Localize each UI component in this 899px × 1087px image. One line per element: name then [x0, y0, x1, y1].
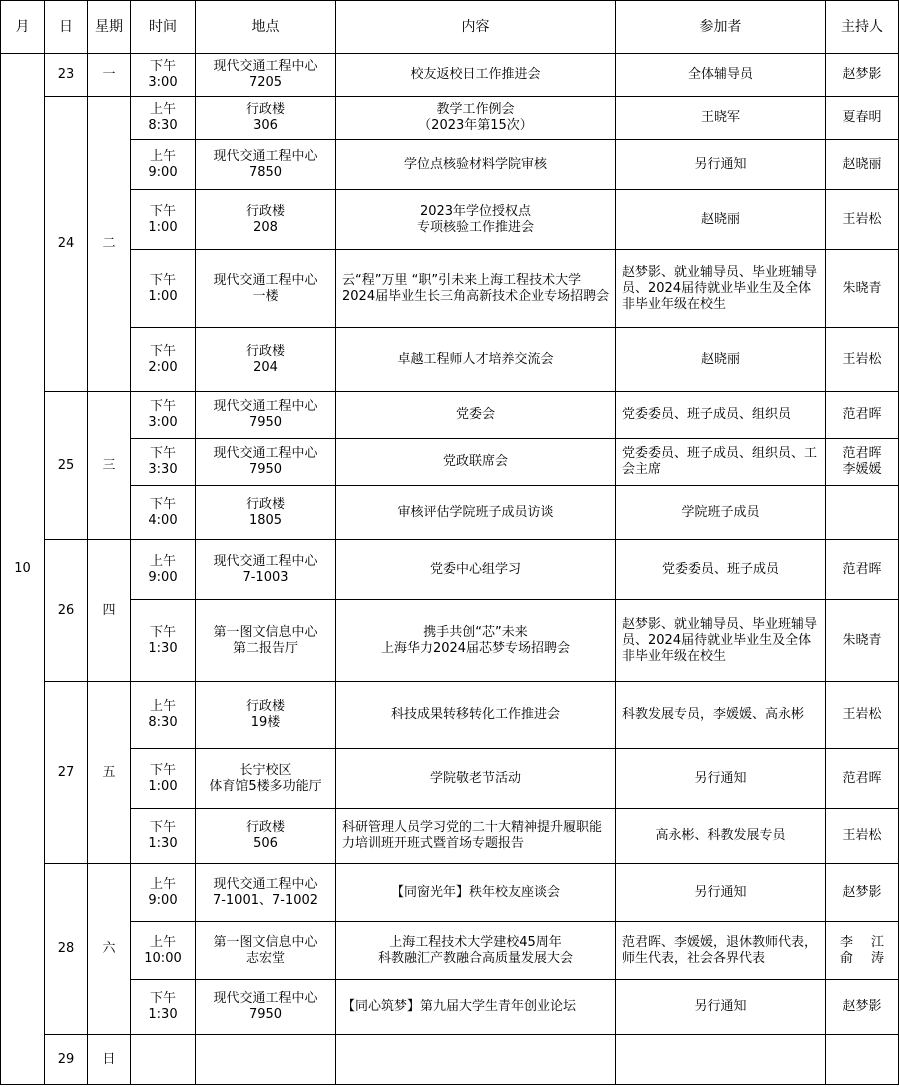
table-row: [1, 1035, 899, 1085]
header-host: 主持人: [826, 1, 899, 54]
place-cell: 第一图文信息中心 第二报告厅: [196, 600, 336, 682]
table-row: [1, 439, 899, 486]
weekday-cell: 五: [88, 682, 131, 864]
place-cell: 现代交通工程中心 7-1003: [196, 540, 336, 600]
table-row: [1, 749, 899, 809]
table-row: [1, 809, 899, 864]
weekday-cell: 六: [88, 864, 131, 1035]
weekday-cell: 二: [88, 97, 131, 392]
place-cell: 行政楼 208: [196, 190, 336, 250]
host-cell: 夏春明: [826, 97, 899, 140]
host-cell: 王岩松: [826, 328, 899, 392]
host-cell: 王岩松: [826, 682, 899, 749]
time-cell: 下午 1:00: [131, 749, 196, 809]
table-row: [1, 540, 899, 600]
table-row: [1, 250, 899, 328]
header-place: 地点: [196, 1, 336, 54]
weekday-cell: 四: [88, 540, 131, 682]
time-cell: 上午 8:30: [131, 97, 196, 140]
time-cell: 下午 1:00: [131, 190, 196, 250]
host-cell: 范君晖: [826, 540, 899, 600]
place-cell: 现代交通工程中心 7850: [196, 140, 336, 190]
content-cell: 党委会: [336, 392, 616, 439]
participants-cell: 全体辅导员: [616, 54, 826, 97]
participants-cell: 科教发展专员，李媛媛、高永彬: [616, 682, 826, 749]
table-row: [1, 190, 899, 250]
host-cell: [826, 1035, 899, 1085]
content-cell: 党委中心组学习: [336, 540, 616, 600]
weekday-cell: 三: [88, 392, 131, 540]
time-cell: 下午 4:00: [131, 486, 196, 540]
host-cell: 赵晓丽: [826, 140, 899, 190]
host-cell: 朱晓青: [826, 250, 899, 328]
content-cell: 党政联席会: [336, 439, 616, 486]
time-cell: 下午 3:00: [131, 392, 196, 439]
content-cell: 审核评估学院班子成员访谈: [336, 486, 616, 540]
time-cell: 上午 9:00: [131, 864, 196, 922]
table-row: [1, 97, 899, 140]
content-cell: 卓越工程师人才培养交流会: [336, 328, 616, 392]
table-row: [1, 140, 899, 190]
participants-cell: 范君晖、李媛媛，退休教师代表，师生代表，社会各界代表: [616, 922, 826, 980]
content-cell: 学位点核验材料学院审核: [336, 140, 616, 190]
host-cell: 王岩松: [826, 190, 899, 250]
table-row: [1, 980, 899, 1035]
host-cell: [826, 486, 899, 540]
header-content: 内容: [336, 1, 616, 54]
place-cell: 现代交通工程中心 7950: [196, 392, 336, 439]
content-cell: 2023年学位授权点 专项核验工作推进会: [336, 190, 616, 250]
content-cell: 【同窗光年】秩年校友座谈会: [336, 864, 616, 922]
header-day: 日: [45, 1, 88, 54]
table-row: [1, 864, 899, 922]
participants-cell: 赵梦影、就业辅导员、毕业班辅导员、2024届待就业毕业生及全体非毕业年级在校生: [616, 600, 826, 682]
participants-cell: 王晓军: [616, 97, 826, 140]
day-cell: 28: [45, 864, 88, 1035]
place-cell: 行政楼 506: [196, 809, 336, 864]
host-cell: 范君晖 李媛媛: [826, 439, 899, 486]
participants-cell: 党委委员、班子成员、组织员、工会主席: [616, 439, 826, 486]
day-cell: 23: [45, 54, 88, 97]
weekday-cell: 一: [88, 54, 131, 97]
content-cell: 云“程”万里 “职”引未来上海工程技术大学2024届毕业生长三角高新技术企业专场招聘会: [336, 250, 616, 328]
place-cell: 行政楼 204: [196, 328, 336, 392]
place-cell: 行政楼 306: [196, 97, 336, 140]
time-cell: 上午 8:30: [131, 682, 196, 749]
table-row: [1, 486, 899, 540]
day-cell: 24: [45, 97, 88, 392]
month-cell: 10: [1, 54, 45, 1085]
time-cell: 上午 9:00: [131, 140, 196, 190]
header-participants: 参加者: [616, 1, 826, 54]
host-cell: 范君晖: [826, 749, 899, 809]
place-cell: [196, 1035, 336, 1085]
host-cell: 范君晖: [826, 392, 899, 439]
content-cell: 科技成果转移转化工作推进会: [336, 682, 616, 749]
day-cell: 25: [45, 392, 88, 540]
time-cell: 下午 3:30: [131, 439, 196, 486]
table-row: [1, 600, 899, 682]
participants-cell: 另行通知: [616, 864, 826, 922]
participants-cell: 另行通知: [616, 140, 826, 190]
table-row: [1, 328, 899, 392]
time-cell: 下午 1:00: [131, 250, 196, 328]
time-cell: 下午 2:00: [131, 328, 196, 392]
place-cell: 现代交通工程中心 7950: [196, 439, 336, 486]
host-cell: 赵梦影: [826, 864, 899, 922]
header-weekday: 星期: [88, 1, 131, 54]
content-cell: 【同心筑梦】第九届大学生青年创业论坛: [336, 980, 616, 1035]
day-cell: 29: [45, 1035, 88, 1085]
place-cell: 现代交通工程中心 一楼: [196, 250, 336, 328]
place-cell: 长宁校区 体育馆5楼多功能厅: [196, 749, 336, 809]
day-cell: 27: [45, 682, 88, 864]
header-month: 月: [1, 1, 45, 54]
content-cell: 科研管理人员学习党的二十大精神提升履职能力培训班开班式暨首场专题报告: [336, 809, 616, 864]
participants-cell: 赵晓丽: [616, 190, 826, 250]
header-row: [1, 1, 899, 54]
host-cell: 朱晓青: [826, 600, 899, 682]
weekday-cell: 日: [88, 1035, 131, 1085]
participants-cell: [616, 1035, 826, 1085]
host-cell: [826, 922, 899, 980]
time-cell: 上午 10:00: [131, 922, 196, 980]
table-row: [1, 682, 899, 749]
content-cell: 学院敬老节活动: [336, 749, 616, 809]
place-cell: 现代交通工程中心 7205: [196, 54, 336, 97]
place-cell: 现代交通工程中心 7950: [196, 980, 336, 1035]
place-cell: 行政楼 19楼: [196, 682, 336, 749]
time-cell: 下午 1:30: [131, 600, 196, 682]
host-cell: 赵梦影: [826, 54, 899, 97]
host-line: 俞 涛: [840, 950, 884, 966]
participants-cell: 学院班子成员: [616, 486, 826, 540]
time-cell: 下午 1:30: [131, 980, 196, 1035]
content-cell: 教学工作例会 （2023年第15次）: [336, 97, 616, 140]
day-cell: 26: [45, 540, 88, 682]
participants-cell: 党委委员、班子成员: [616, 540, 826, 600]
time-cell: [131, 1035, 196, 1085]
header-time: 时间: [131, 1, 196, 54]
host-cell: 王岩松: [826, 809, 899, 864]
content-cell: 上海工程技术大学建校45周年 科教融汇产教融合高质量发展大会: [336, 922, 616, 980]
participants-cell: 赵梦影、就业辅导员、毕业班辅导员、2024届待就业毕业生及全体非毕业年级在校生: [616, 250, 826, 328]
table-row: [1, 922, 899, 980]
place-cell: 第一图文信息中心 志宏堂: [196, 922, 336, 980]
participants-cell: 党委委员、班子成员、组织员: [616, 392, 826, 439]
table-row: [1, 392, 899, 439]
time-cell: 下午 1:30: [131, 809, 196, 864]
place-cell: 现代交通工程中心 7-1001、7-1002: [196, 864, 336, 922]
participants-cell: 另行通知: [616, 749, 826, 809]
place-cell: 行政楼 1805: [196, 486, 336, 540]
time-cell: 上午 9:00: [131, 540, 196, 600]
content-cell: 校友返校日工作推进会: [336, 54, 616, 97]
participants-cell: 另行通知: [616, 980, 826, 1035]
host-cell: 赵梦影: [826, 980, 899, 1035]
host-line: 李 江: [840, 934, 884, 950]
time-cell: 下午 3:00: [131, 54, 196, 97]
content-cell: 携手共创“芯”未来 上海华力2024届芯梦专场招聘会: [336, 600, 616, 682]
participants-cell: 赵晓丽: [616, 328, 826, 392]
table-row: [1, 54, 899, 97]
participants-cell: 高永彬、科教发展专员: [616, 809, 826, 864]
content-cell: [336, 1035, 616, 1085]
